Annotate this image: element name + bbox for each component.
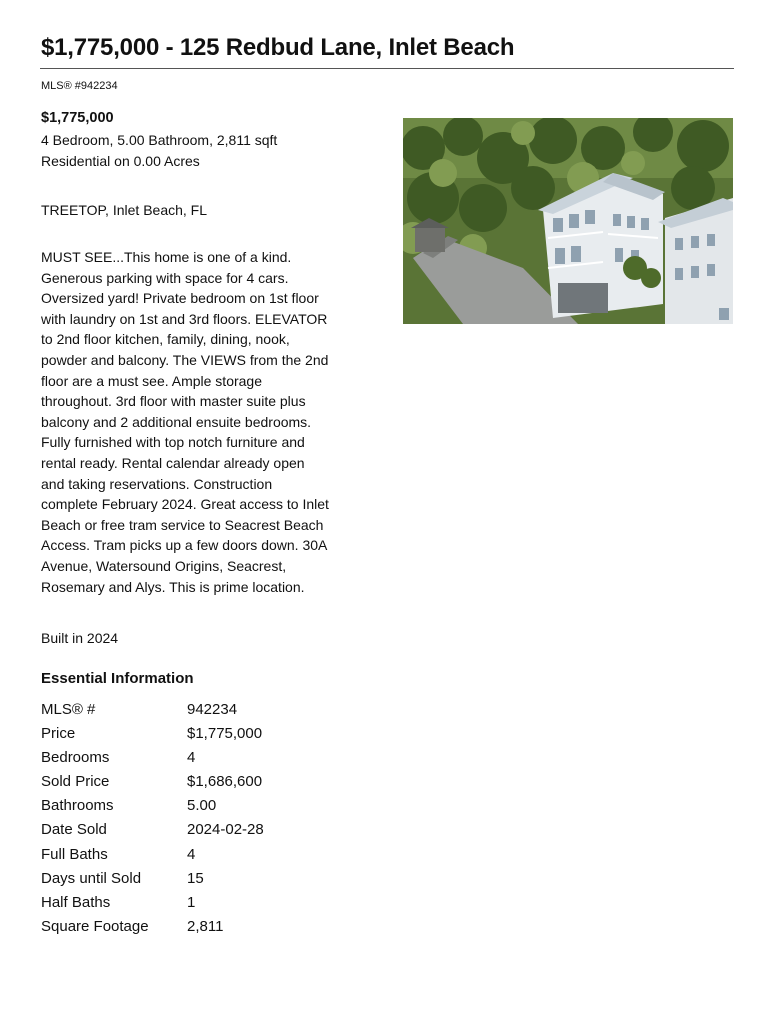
listing-price: $1,775,000 [41,110,114,126]
essential-info-heading: Essential Information [41,670,194,687]
description-line: Fully furnished with top notch furniture and [41,434,305,451]
fact-row-half-baths [41,892,264,916]
description-line: with laundry on 1st and 3rd floors. ELEVATOR [41,310,328,327]
description-line: complete February 2024. Great access to Inlet [41,496,329,513]
year-built: Built in 2024 [41,630,119,646]
description-line: to 2nd floor kitchen, family, dining, nook, [41,331,290,348]
summary-type-acres: Residential on 0.00 Acres [41,153,200,169]
description-line: Rosemary and Alys. This is prime location. [41,578,305,595]
fact-label: Half Baths [41,893,111,911]
fact-row-square-footage [41,916,264,940]
listing-title: $1,775,000 - 125 Redbud Lane, Inlet Beach [41,34,515,61]
fact-label: Full Baths [41,845,108,863]
fact-value: $1,686,600 [187,773,263,791]
description-line: throughout. 3rd floor with master suite plus [41,393,306,410]
fact-value: 2,811 [187,917,224,935]
description-line: MUST SEE...This home is one of a kind. [41,249,292,265]
summary-beds-baths-sqft: 4 Bedroom, 5.00 Bathroom, 2,811 sqft [41,132,278,148]
fact-label: Days until Sold [41,869,142,887]
fact-row-bedrooms [41,747,264,771]
description-line: Oversized yard! Private bedroom on 1st floor [41,290,319,307]
fact-row-bathrooms [41,795,264,819]
description-line: Generous parking with space for 4 cars. [41,269,289,286]
community-location: TREETOP, Inlet Beach, FL [41,202,208,218]
fact-label: Bathrooms [41,797,114,815]
fact-value: 942234 [187,701,238,718]
fact-value: $1,775,000 [187,725,263,743]
fact-label: Price [41,725,76,743]
fact-row-date-sold [41,819,264,843]
fact-value: 2024-02-28 [187,821,264,839]
fact-label: Square Footage [41,917,149,935]
description-line: and taking reservations. Construction [41,475,273,492]
listing-description [41,247,376,597]
fact-row-price [41,723,264,747]
fact-label: Sold Price [41,773,110,791]
fact-row-days-until-sold [41,868,264,892]
fact-row-sold-price [41,771,264,795]
essential-info-table [41,699,264,940]
mls-number-line: MLS® #942234 [41,80,118,92]
fact-label: Date Sold [41,821,107,839]
fact-row-mls [41,699,264,723]
description-line: floor are a must see. Ample storage [41,372,262,389]
description-line: Avenue, Watersound Origins, Seacrest, [41,557,287,574]
fact-label: Bedrooms [41,749,110,767]
fact-value: 15 [187,869,204,887]
fact-label: MLS® # [41,701,96,718]
title-divider [40,68,734,69]
description-line: Beach or free tram service to Seacrest Beach [41,516,324,533]
description-line: powder and balcony. The VIEWS from the 2nd [41,351,329,368]
listing-summary [41,130,277,172]
fact-value: 5.00 [187,797,217,815]
fact-value: 4 [187,749,196,767]
fact-row-full-baths [41,844,264,868]
fact-value: 1 [187,893,196,911]
description-line: balcony and 2 additional ensuite bedrooms. [41,413,312,430]
fact-value: 4 [187,845,196,863]
description-line: Access. Tram picks up a few doors down. 30A [41,537,328,554]
description-line: rental ready. Rental calendar already open [41,454,305,471]
property-photo [403,118,733,324]
